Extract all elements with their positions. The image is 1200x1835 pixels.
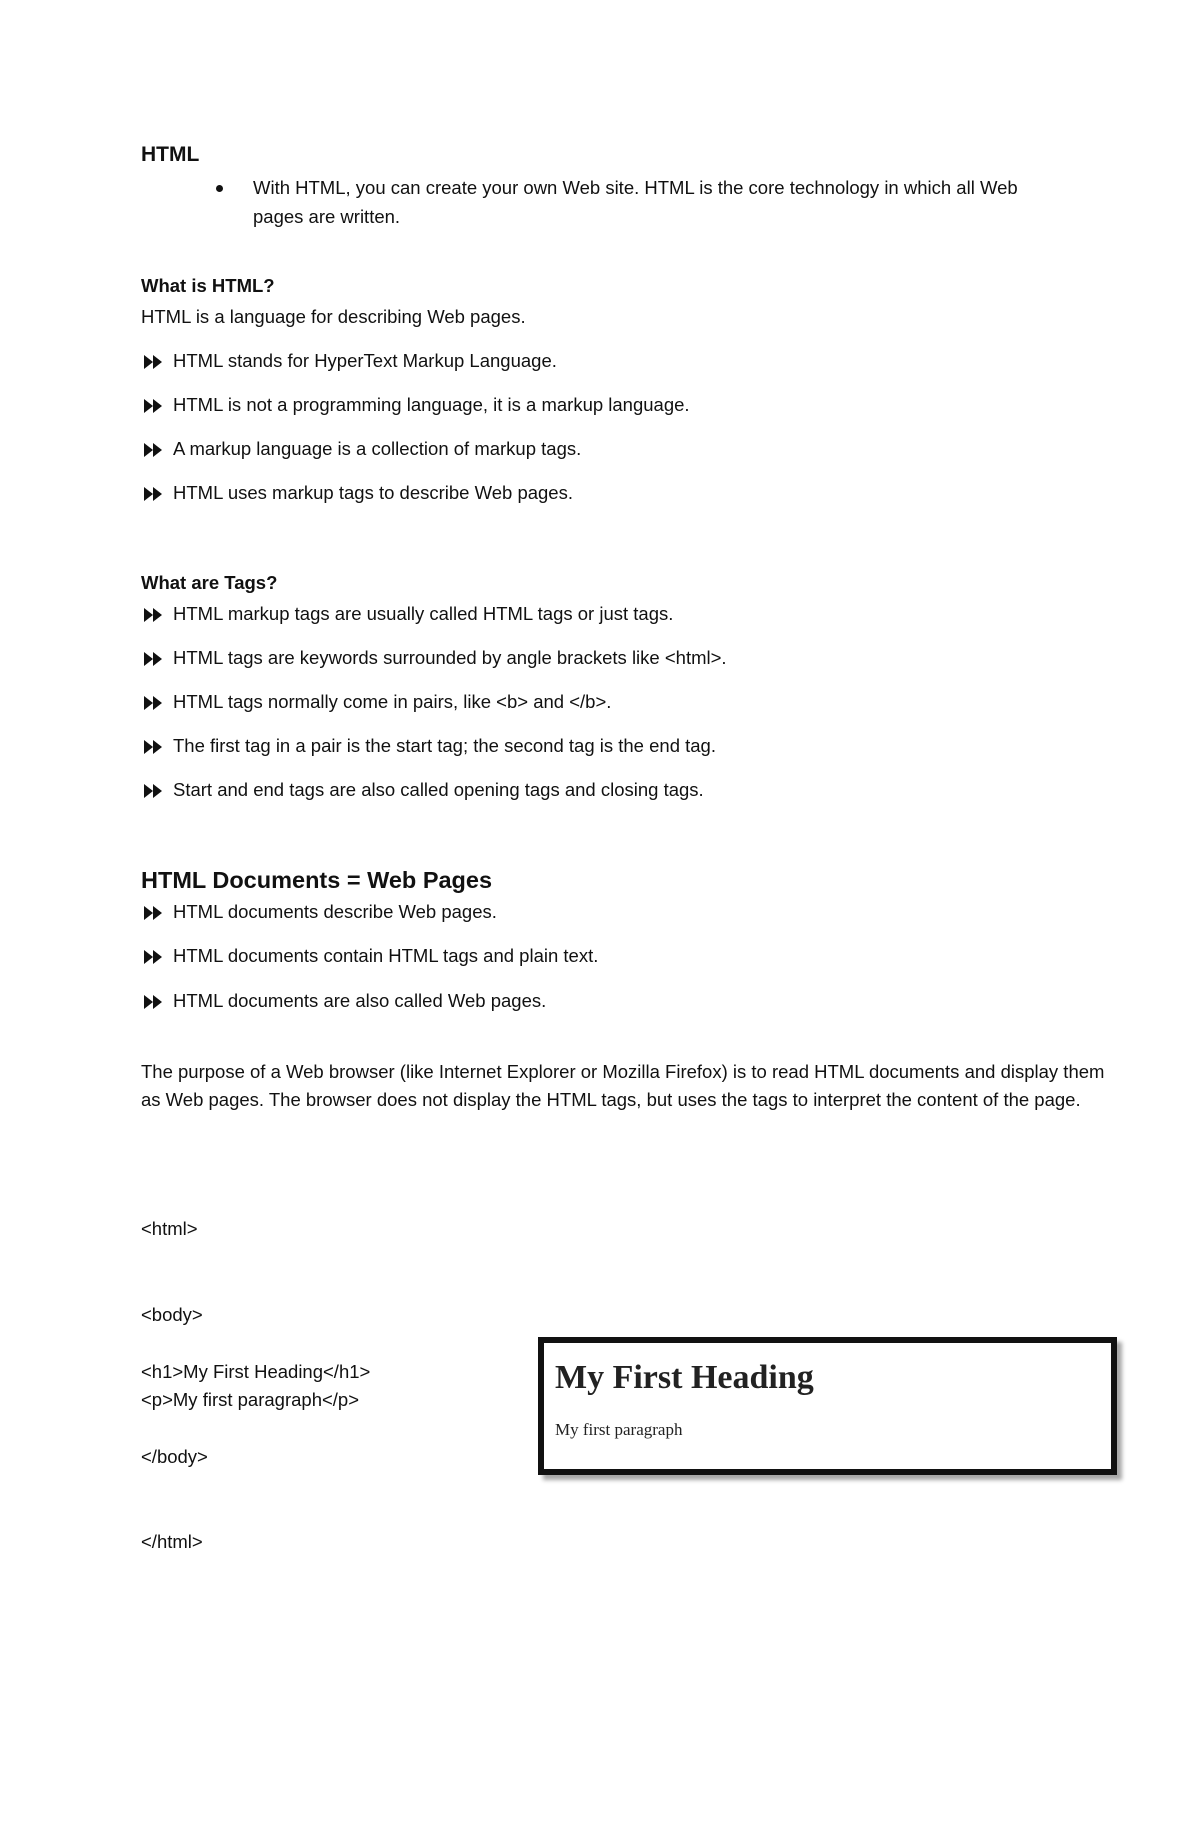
double-arrow-bullet-icon <box>144 784 164 798</box>
preview-heading: My First Heading <box>555 1359 814 1396</box>
code-line-p: <p>My first paragraph</p> <box>141 1389 360 1410</box>
code-line-body-open: <body> <box>141 1304 203 1325</box>
double-arrow-bullet-icon <box>144 443 164 457</box>
double-arrow-bullet-icon <box>144 950 164 964</box>
section-heading-what-is-html: What is HTML? <box>141 275 275 296</box>
list-item: HTML stands for HyperText Markup Language. <box>173 350 557 371</box>
intro-bullet-line-1: With HTML, you can create your own Web site. HTML is the core technology in which all Web <box>253 177 1018 198</box>
section-heading-html-documents: HTML Documents = Web Pages <box>141 867 493 893</box>
double-arrow-bullet-icon <box>144 355 164 369</box>
list-item: HTML markup tags are usually called HTML tags or just tags. <box>173 603 674 624</box>
list-item: Start and end tags are also called opening tags and closing tags. <box>173 779 704 800</box>
double-arrow-bullet-icon <box>144 608 164 622</box>
what-is-lead: HTML is a language for describing Web pages. <box>141 306 526 327</box>
intro-bullet-line-2: pages are written. <box>253 206 401 227</box>
list-item: HTML tags are keywords surrounded by angle brackets like <html>. <box>173 647 727 668</box>
double-arrow-bullet-icon <box>144 652 164 666</box>
section-heading-what-are-tags: What are Tags? <box>141 572 278 593</box>
double-arrow-bullet-icon <box>144 995 164 1009</box>
double-arrow-bullet-icon <box>144 399 164 413</box>
double-arrow-bullet-icon <box>144 740 164 754</box>
code-line-html-open: <html> <box>141 1218 198 1239</box>
section-heading-html: HTML <box>141 143 200 166</box>
documents-paragraph: The purpose of a Web browser (like Internet Explorer or Mozilla Firefox) is to read HTML documents and display them as Web pages. The browser does not display the HTML tags, but uses the tags to interpret the content of the page. <box>141 1061 1105 1110</box>
code-line-h1: <h1>My First Heading</h1> <box>141 1361 371 1382</box>
list-item: HTML uses markup tags to describe Web pages. <box>173 482 573 503</box>
code-line-html-close: </html> <box>141 1531 203 1552</box>
list-item: HTML tags normally come in pairs, like <b> and </b>. <box>173 691 612 712</box>
list-item: A markup language is a collection of markup tags. <box>173 438 582 459</box>
round-bullet-icon <box>216 185 223 192</box>
list-item: HTML documents describe Web pages. <box>173 901 497 922</box>
double-arrow-bullet-icon <box>144 487 164 501</box>
list-item: The first tag in a pair is the start tag; the second tag is the end tag. <box>173 735 716 756</box>
preview-paragraph: My first paragraph <box>555 1420 683 1439</box>
list-item: HTML documents are also called Web pages. <box>173 990 547 1011</box>
list-item: HTML documents contain HTML tags and plain text. <box>173 945 599 966</box>
code-line-body-close: </body> <box>141 1446 208 1467</box>
list-item: HTML is not a programming language, it is a markup language. <box>173 394 690 415</box>
double-arrow-bullet-icon <box>144 906 164 920</box>
rendered-preview-box <box>538 1337 1117 1475</box>
double-arrow-bullet-icon <box>144 696 164 710</box>
